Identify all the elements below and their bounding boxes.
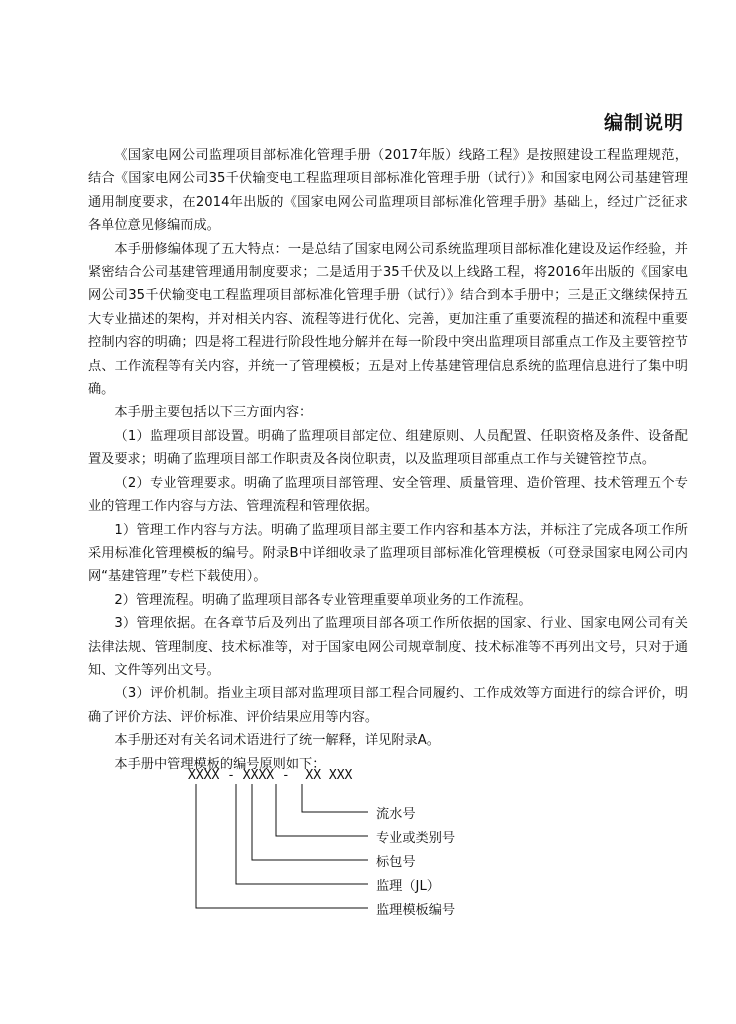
label-template: 监理模板编号	[376, 903, 456, 918]
template-code-diagram	[180, 768, 540, 928]
paragraph-item-3: （3）评价机制。指业主项目部对监理项目部工程合同履约、工作成效等方面进行的综合评价，明确了评价方法、评价标准、评价结果应用等内容。	[88, 686, 688, 725]
paragraph-contents-lead: 本手册主要包括以下三方面内容：	[114, 405, 313, 421]
paragraph-sub-3: 3）管理依据。在各章节后及列出了监理项目部各项工作所依据的国家、行业、国家电网公司有关法律法规、管理制度、技术标准等，对于国家电网公司规章制度、技术标准等不再列出文号，只对于通知、文件等列出文号。	[88, 616, 688, 678]
paragraph-sub-2: 2）管理流程。明确了监理项目部各专业管理重要单项业务的工作流程。	[114, 592, 532, 608]
line-serial	[302, 784, 368, 812]
paragraph-item-2: （2）专业管理要求。明确了监理项目部管理、安全管理、质量管理、造价管理、技术管理五个专业的管理工作内容与方法、管理流程和管理依据。	[88, 475, 688, 515]
label-serial: 流水号	[376, 807, 416, 822]
paragraph-features: 本手册修编体现了五大特点：一是总结了国家电网公司系统监理项目部标准化建设及运作经验，并紧密结合公司基建管理通用制度要求；二是适用于35千伏及以上线路工程，将2016年出版的《国家电网公司35千伏输变电工程监理项目部标准化管理手册（试行）》结合到本手册中；三是正文继续保持五大专业描述的架构，并对相关内容、流程等进行优化、完善，更加注重了重要流程的描述和流程中重要控制内容的明确；四是将工程进行阶段性地分解并在每一阶段中突出监理项目部重点工作及主要管控节点、工作流程等有关内容，并统一了管理模板；五是对上传基建管理信息系统的监理信息进行了集中明确。	[88, 241, 688, 398]
body-text	[88, 144, 688, 776]
line-package	[252, 784, 368, 860]
paragraph-sub-1: 1）管理工作内容与方法。明确了监理项目部主要工作内容和基本方法，并标注了完成各项工作所采用标准化管理模板的编号。附录B中详细收录了监理项目部标准化管理模板（可登录国家电网公司内网“基建管理”专栏下载使用）。	[88, 522, 688, 585]
paragraph-item-1: （1）监理项目部设置。明确了监理项目部定位、组建原则、人员配置、任职资格及条件、设备配置及要求；明确了监理项目部工作职责及各岗位职责，以及监理项目部重点工作与关键管控节点。	[88, 428, 688, 468]
label-supervision: 监理（JL）	[376, 879, 440, 894]
line-category	[276, 784, 368, 836]
paragraph-code-rule: 本手册中管理模板的编号原则如下：	[114, 756, 326, 772]
label-category: 专业或类别号	[376, 831, 456, 846]
line-template	[196, 784, 368, 908]
page-title: 编制说明	[603, 112, 684, 134]
code-bracket-lines	[180, 768, 540, 928]
paragraph-glossary: 本手册还对有关名词术语进行了统一解释，详见附录A。	[114, 733, 440, 749]
paragraph-intro: 《国家电网公司监理项目部标准化管理手册（2017年版）线路工程》是按照建设工程监理规范，结合《国家电网公司35千伏输变电工程监理项目部标准化管理手册（试行）》和国家电网公司基建管理通用制度要求，在2014年出版的《国家电网公司监理项目部标准化管理手册》基础上，经过广泛征求各单位意见修编而成。	[88, 148, 688, 234]
label-package: 标包号	[376, 855, 416, 870]
code-format: XXXX - XXXX - XX XXX	[188, 768, 353, 783]
